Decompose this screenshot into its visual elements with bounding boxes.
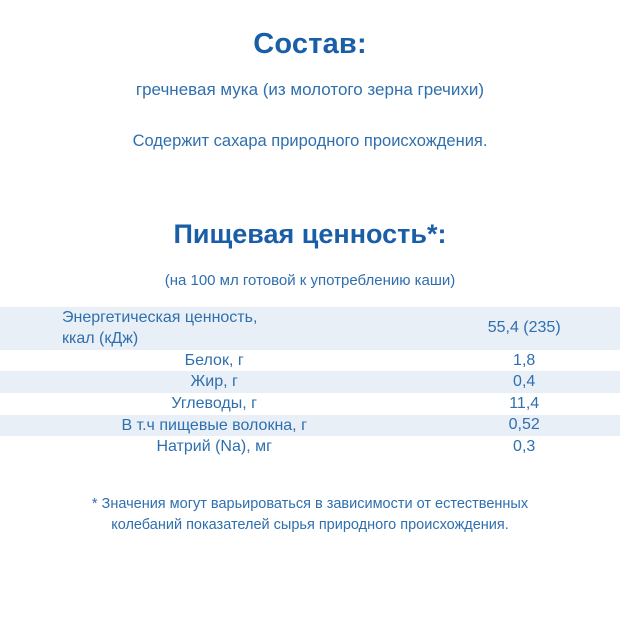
composition-section: [0, 0, 620, 153]
nutrient-value: 0,52: [508, 416, 540, 434]
footnote: [0, 494, 620, 536]
nutrient-name-line1: Энергетическая ценность,: [62, 308, 258, 326]
table-row: [0, 415, 620, 437]
table-row: [0, 350, 620, 372]
nutrition-section: [0, 219, 620, 458]
table-row: [0, 436, 620, 458]
composition-title: Состав:: [253, 28, 367, 60]
nutrient-name: В т.ч пищевые волокна, г: [121, 416, 307, 434]
composition-ingredients: гречневая мука (из молотого зерна гречихи): [135, 80, 485, 99]
table-row: [0, 393, 620, 415]
nutrient-value: 0,4: [513, 373, 536, 391]
table-row: [0, 371, 620, 393]
nutrient-value: 55,4 (235): [487, 319, 561, 337]
nutrition-subtitle: (на 100 мл готовой к употреблению каши): [164, 271, 456, 289]
nutrient-name-line2: ккал (кДж): [62, 330, 139, 348]
composition-note: Содержит сахара природного происхождения.: [132, 132, 488, 151]
nutrient-name: Жир, г: [190, 373, 238, 391]
nutrient-value: 11,4: [509, 394, 540, 412]
nutrient-value: 1,8: [513, 351, 536, 369]
table-row: [0, 307, 620, 350]
footnote-line-2: колебаний показателей сырья природного происхождения.: [111, 516, 509, 533]
nutrient-value: 0,3: [513, 437, 536, 455]
nutrient-name: Углеводы, г: [171, 394, 257, 412]
footnote-line-1: * Значения могут варьироваться в зависимости от естественных: [91, 495, 529, 512]
nutrition-title: Пищевая ценность*:: [173, 218, 447, 249]
nutrition-table: [0, 307, 620, 458]
nutrient-name: Натрий (Na), мг: [156, 438, 272, 456]
nutrient-name: Белок, г: [184, 351, 244, 369]
nutrient-name: [0, 307, 428, 350]
